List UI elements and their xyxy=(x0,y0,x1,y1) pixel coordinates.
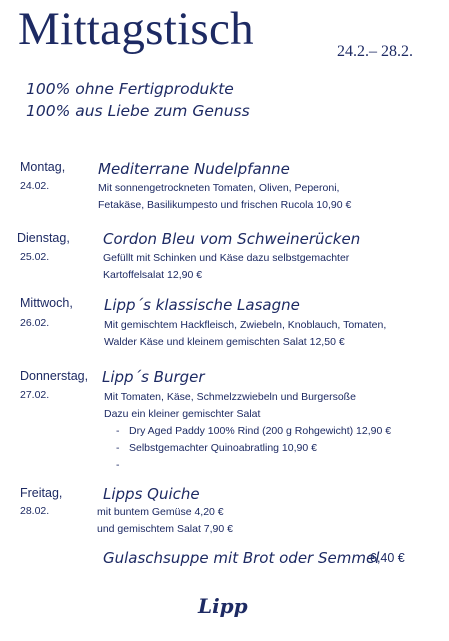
day-date: 27.02. xyxy=(20,389,50,401)
option-dash: - xyxy=(116,442,120,454)
dish-description-line: Dazu ein kleiner gemischter Salat xyxy=(104,408,261,420)
burger-option: Dry Aged Paddy 100% Rind (200 g Rohgewicht) 12,90 € xyxy=(129,425,392,437)
burger-option: Selbstgemachter Quinoabratling 10,90 € xyxy=(129,442,317,454)
dish-name: Lipps Quiche xyxy=(103,485,200,503)
day-date: 25.02. xyxy=(20,251,50,263)
dish-name: Cordon Bleu vom Schweinerücken xyxy=(103,230,361,248)
page-title: Mittagstisch xyxy=(18,3,254,55)
dish-description-line: Mit gemischtem Hackfleisch, Zwiebeln, Knoblauch, Tomaten, xyxy=(104,319,387,331)
day-label: Dienstag, xyxy=(17,231,70,245)
slogan-no-ready-made: 100% ohne Fertigprodukte xyxy=(26,80,234,98)
day-label: Mittwoch, xyxy=(20,296,73,310)
soup-price: 6,40 € xyxy=(370,551,405,565)
dish-description-line: Fetakäse, Basilikumpesto und frischen Rucola 10,90 € xyxy=(98,199,352,211)
day-date: 24.02. xyxy=(20,180,50,192)
dish-description-line: Mit sonnengetrockneten Tomaten, Oliven, Peperoni, xyxy=(98,182,340,194)
day-label: Freitag, xyxy=(20,486,63,500)
dish-name: Lipp´s klassische Lasagne xyxy=(104,296,300,314)
day-label: Donnerstag, xyxy=(20,369,89,383)
day-date: 26.02. xyxy=(20,317,50,329)
dish-description-line: mit buntem Gemüse 4,20 € xyxy=(97,506,224,518)
option-dash: - xyxy=(116,425,120,437)
dish-description-line: Kartoffelsalat 12,90 € xyxy=(103,269,203,281)
option-dash: - xyxy=(116,459,120,471)
dish-name: Lipp´s Burger xyxy=(102,368,205,386)
lipp-logo: Lipp xyxy=(198,594,248,618)
dish-description-line: Walder Käse und kleinem gemischten Salat 12,50 € xyxy=(104,336,345,348)
soup-name: Gulaschsuppe mit Brot oder Semmel xyxy=(103,549,380,567)
day-date: 28.02. xyxy=(20,505,50,517)
dish-description-line: und gemischtem Salat 7,90 € xyxy=(97,523,233,535)
date-range: 24.2.– 28.2. xyxy=(337,43,413,60)
dish-description-line: Gefüllt mit Schinken und Käse dazu selbstgemachter xyxy=(103,252,350,264)
dish-description-line: Mit Tomaten, Käse, Schmelzzwiebeln und Burgersoße xyxy=(104,391,356,403)
slogan-love-of-food: 100% aus Liebe zum Genuss xyxy=(26,102,250,120)
dish-name: Mediterrane Nudelpfanne xyxy=(98,160,290,178)
day-label: Montag, xyxy=(20,160,66,174)
